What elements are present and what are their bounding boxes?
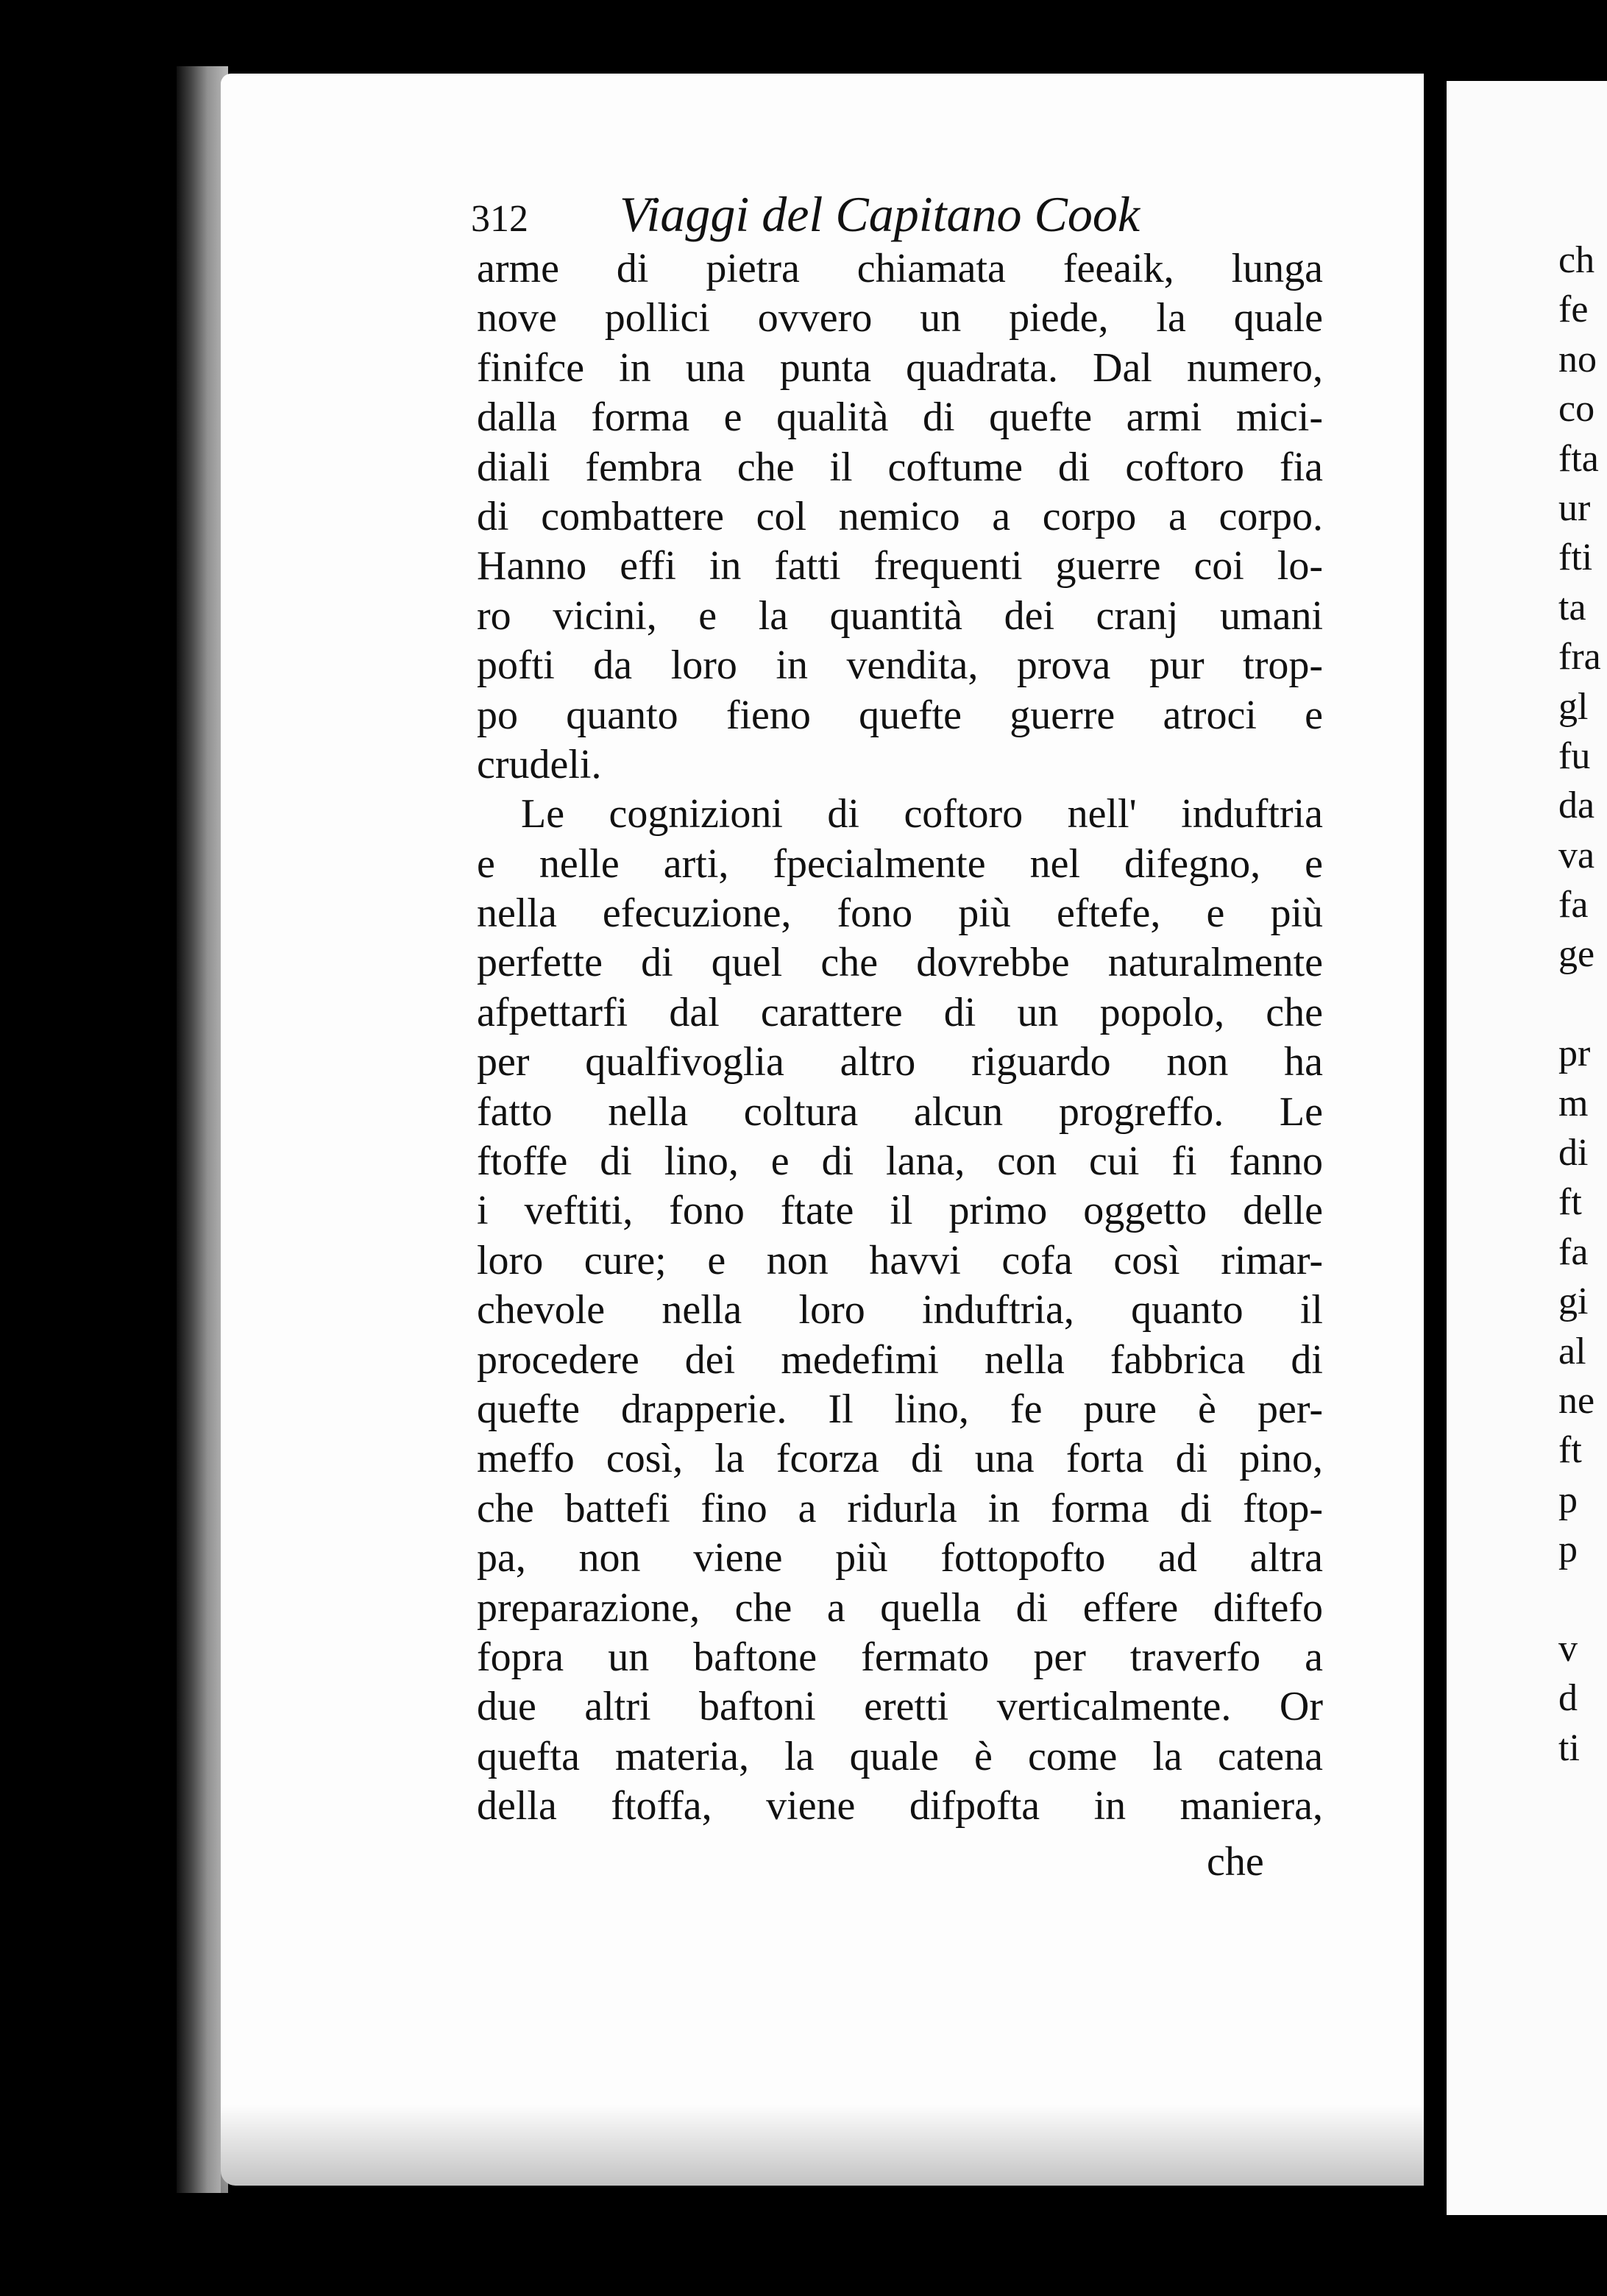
text-line: quefte drapperie. Il lino, fe pure è per- (477, 1386, 1323, 1432)
text-line: Hanno effi in fatti frequenti guerre coi lo- (477, 543, 1323, 589)
facing-line: ft (1558, 1181, 1582, 1224)
page-number: 312 (471, 198, 528, 240)
facing-line: m (1558, 1082, 1589, 1124)
facing-line: v (1558, 1627, 1578, 1670)
facing-line: d (1558, 1677, 1578, 1720)
text-line: pa, non viene più fottopofto ad altra (477, 1535, 1323, 1581)
facing-line: p (1558, 1478, 1578, 1521)
text-line: fopra un baftone fermato per traverfo a (477, 1634, 1323, 1680)
body-text (477, 244, 1323, 1832)
facing-line: fta (1558, 437, 1599, 480)
facing-line: ur (1558, 486, 1591, 529)
facing-line (1558, 979, 1601, 1029)
facing-line: fra (1558, 636, 1601, 678)
text-line: nella efecuzione, fono più eftefe, e più (477, 890, 1323, 937)
facing-line: fti (1558, 536, 1593, 579)
text-line: pofti da loro in vendita, prova pur trop- (477, 642, 1323, 689)
text-line: che battefi fino a ridurla in forma di ftop- (477, 1485, 1323, 1531)
text-line: dalla forma e qualità di quefte armi mici- (477, 394, 1323, 441)
facing-line: di (1558, 1132, 1589, 1174)
facing-line: al (1558, 1330, 1586, 1372)
text-line: Le cognizioni di coftoro nell' induftria (521, 791, 1323, 837)
facing-line: ge (1558, 933, 1595, 976)
text-line: preparazione, che a quella di effere diftefo (477, 1584, 1323, 1631)
facing-line: ta (1558, 586, 1586, 628)
text-line: finifce in una punta quadrata. Dal numero, (477, 344, 1323, 391)
facing-line: p (1558, 1528, 1578, 1571)
facing-line: va (1558, 834, 1595, 876)
page-shadow (221, 2105, 1427, 2193)
text-line: po quanto fieno quefte guerre atroci e (477, 692, 1323, 738)
text-line: ftoffe di lino, e di lana, con cui fi fanno (477, 1138, 1323, 1185)
facing-line: no (1558, 338, 1597, 380)
facing-line: ne (1558, 1379, 1595, 1422)
text-line: chevole nella loro induftria, quanto il (477, 1287, 1323, 1333)
text-line: nove pollici ovvero un piede, la quale (477, 295, 1323, 341)
text-line: meffo così, la fcorza di una forta di pino, (477, 1436, 1323, 1482)
facing-line: gl (1558, 685, 1589, 728)
facing-line: ft (1558, 1429, 1582, 1472)
text-line: afpettarfi dal carattere di un popolo, che (477, 989, 1323, 1035)
text-line: di combattere col nemico a corpo a corpo. (477, 493, 1323, 539)
text-line: per qualfivoglia altro riguardo non ha (477, 1039, 1323, 1085)
facing-line: fu (1558, 734, 1591, 777)
text-line: i veftiti, fono ftate il primo oggetto delle (477, 1188, 1323, 1234)
facing-line: pr (1558, 1032, 1591, 1075)
text-line: loro cure; e non havvi cofa così rimar- (477, 1237, 1323, 1283)
facing-line: ch (1558, 239, 1595, 281)
catchword: che (1207, 1839, 1264, 1885)
text-line: e nelle arti, fpecialmente nel difegno, e (477, 840, 1323, 887)
facing-line: fa (1558, 1230, 1589, 1273)
facing-line: ti (1558, 1726, 1580, 1769)
text-line: diali fembra che il coftume di coftoro fia (477, 444, 1323, 490)
facing-line: fe (1558, 288, 1589, 331)
facing-line: da (1558, 784, 1595, 827)
text-line: arme di pietra chiamata feeaik, lunga (477, 246, 1323, 291)
text-line: fatto nella coltura alcun progreffo. Le (477, 1088, 1323, 1135)
text-line: procedere dei medefimi nella fabbrica di (477, 1336, 1323, 1383)
text-line: due altri baftoni eretti verticalmente. Or (477, 1684, 1323, 1730)
text-line: quefta materia, la quale è come la catena (477, 1733, 1323, 1779)
facing-line (1558, 1575, 1601, 1624)
facing-page-text (1558, 235, 1601, 1773)
book-gutter (1424, 44, 1446, 2267)
running-title: Viaggi del Capitano Cook (620, 186, 1140, 242)
text-line: perfette di quel che dovrebbe naturalmente (477, 940, 1323, 986)
text-line: ro vicini, e la quantità dei cranj umani (477, 592, 1323, 639)
facing-line: co (1558, 388, 1595, 431)
facing-line: fa (1558, 884, 1589, 926)
page-header (471, 185, 1339, 252)
text-line: della ftoffa, viene difpofta in maniera, (477, 1783, 1323, 1829)
text-line: crudeli. (477, 741, 602, 787)
facing-line: gi (1558, 1280, 1589, 1323)
